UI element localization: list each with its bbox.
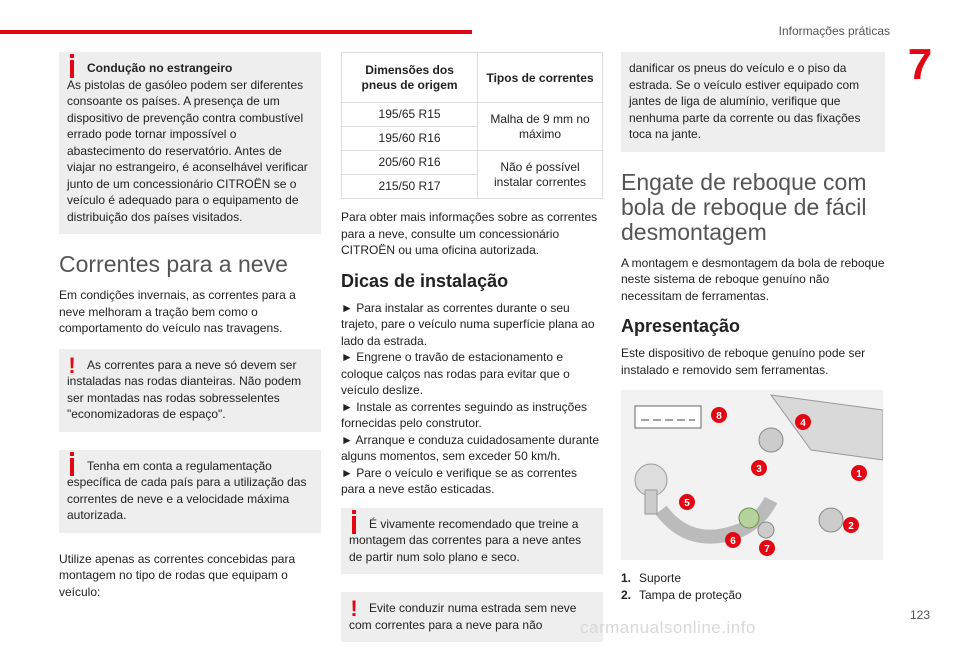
- warning-text-continued: danificar os pneus do veículo e o piso da estrada. Se o veículo estiver equipado com jantes de liga de alumínio, verifique que nenhuma parte da corrente ou das fixações toca na jante.: [629, 61, 861, 141]
- info-box-regulations: [59, 450, 321, 533]
- info-icon: [341, 516, 367, 539]
- column-1: [59, 52, 321, 612]
- list-item: ► Instale as correntes seguindo as instruções fornecidas pelo construtor.: [341, 399, 588, 430]
- callout-5: 5: [684, 498, 690, 509]
- heading-towbar: Engate de reboque com bola de reboque de fácil desmontagem: [621, 168, 867, 245]
- column-3: [621, 52, 885, 603]
- info-text: Tenha em conta a regulamentação específica de cada país para a utilização das correntes de neve e a velocidade máxima autorizada.: [67, 458, 307, 522]
- top-red-bar: [0, 30, 472, 34]
- warning-icon: !: [68, 352, 76, 378]
- towbar-illustration: [621, 390, 883, 560]
- warning-text: As correntes para a neve só devem ser instaladas nas rodas dianteiras. Não podem ser montadas nas rodas sobresselentes "economizadoras de espaço".: [67, 357, 302, 421]
- column-2: [341, 52, 603, 660]
- legend-label: Tampa de proteção: [639, 587, 742, 602]
- list-item: ► Pare o veículo e verifique se as correntes para a neve estão esticadas.: [341, 465, 577, 496]
- installation-steps: [341, 300, 603, 498]
- info-box-driving-abroad: [59, 52, 321, 234]
- table-cell: 195/60 R16: [342, 127, 478, 151]
- snow-chains-table: [341, 52, 603, 199]
- section-title: Informações práticas: [778, 24, 890, 38]
- legend-item: [621, 570, 885, 587]
- table-header: Dimensões dos pneus de origem: [342, 53, 478, 103]
- paragraph-use-chains: Utilize apenas as correntes concebidas para montagem no tipo de rodas que equipam o veículo:: [59, 551, 296, 599]
- warning-box-no-snow: [341, 592, 603, 642]
- info-icon: [59, 458, 85, 481]
- table-header: Tipos de correntes: [478, 53, 603, 103]
- list-item: ► Para instalar as correntes durante o seu trajeto, pare o veículo numa superfície plana ao lado da estrada.: [341, 300, 595, 348]
- table-cell: Não é possível instalar correntes: [478, 151, 603, 199]
- table-cell: Malha de 9 mm no máximo: [478, 103, 603, 151]
- list-item: ► Arranque e conduza cuidadosamente durante alguns momentos, sem exceder 50 km/h.: [341, 432, 600, 463]
- callout-4: 4: [800, 418, 806, 429]
- heading-snow-chains: Correntes para a neve: [59, 251, 288, 277]
- info-box-title: Condução no estrangeiro: [87, 61, 233, 75]
- warning-text: Evite conduzir numa estrada sem neve com correntes para a neve para não: [349, 601, 577, 632]
- callout-8: 8: [716, 411, 722, 422]
- callout-6: 6: [730, 536, 736, 547]
- info-text: É vivamente recomendado que treine a montagem das correntes para a neve antes de partir num solo plano e seco.: [349, 516, 582, 564]
- legend-label: Suporte: [639, 571, 682, 585]
- watermark: carmanualsonline.info: [580, 618, 756, 637]
- info-box-practice: [341, 508, 603, 575]
- info-box-text: As pistolas de gasóleo podem ser diferentes consoante os países. A presença de um dispositivo de prevenção contra combustível errado pode tornar impossível o abastecimento do reservatório. Antes de viajar no estrangeiro, é aconselhável verificar junto de um concessionário CITROËN se o veículo é adequado para o equipamento de distribuição dos países visitados.: [67, 77, 308, 224]
- callout-7: 7: [764, 544, 770, 555]
- warning-box-front-wheels: [59, 349, 321, 432]
- towbar-diagram: [621, 390, 883, 560]
- page-number: 123: [909, 608, 930, 622]
- list-item: ► Engrene o travão de estacionamento e coloque calços nas rodas para evitar que o veículo deslize.: [341, 350, 570, 397]
- callout-1: 1: [856, 469, 862, 480]
- legend-item: [621, 587, 885, 604]
- callout-3: 3: [756, 464, 762, 475]
- table-cell: 205/60 R16: [342, 151, 478, 175]
- heading-presentation: Apresentação: [621, 316, 741, 336]
- paragraph-winter-conditions: Em condições invernais, as correntes para a neve melhoram a tração bem como o comportamento do veículo nas travagens.: [59, 288, 296, 335]
- legend-number: 2.: [621, 587, 632, 602]
- paragraph-towbar-assembly: A montagem e desmontagem da bola de reboque neste sistema de reboque genuíno não necessitam de ferramentas.: [621, 255, 885, 303]
- table-cell: 195/65 R15: [342, 103, 478, 127]
- paragraph-more-info: Para obter mais informações sobre as correntes para a neve, consulte um concessionário CITROËN ou uma oficina autorizada.: [341, 210, 598, 257]
- warning-box-continued: [621, 52, 885, 152]
- callout-2: 2: [848, 521, 854, 532]
- chapter-number: 7: [907, 40, 933, 89]
- legend-number: 1.: [621, 571, 632, 585]
- paragraph-presentation: Este dispositivo de reboque genuíno pode ser instalado e removido sem ferramentas.: [621, 346, 866, 377]
- info-icon: [59, 60, 85, 83]
- table-cell: 215/50 R17: [342, 175, 478, 199]
- warning-icon: !: [350, 596, 358, 621]
- heading-installation-tips: Dicas de instalação: [341, 270, 509, 291]
